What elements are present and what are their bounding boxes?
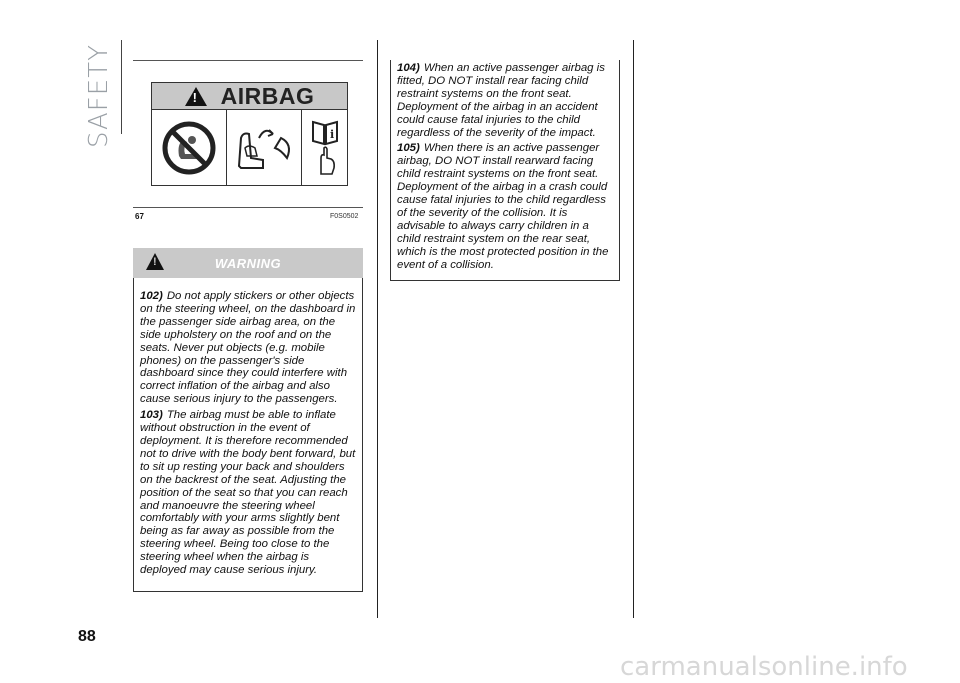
note-text: When an active passenger airbag is fitted, DO NOT install rear facing child restraint systems on the front seat. Deployment of the airbag in an accident could cause fatal injuries to the child regardless of the severity of the impact. [397, 62, 605, 139]
note-text: When there is an active passenger airbag, DO NOT install rearward facing child restraint systems on the front seat. Deployment of the airbag in a crash could cause fatal injuries to the child regardless of the severity of the collision. It is advisable to always carry children in a child restraint system on the rear seat, which is the most protected position in the event of a collision. [397, 142, 609, 271]
note-id: 104) [397, 62, 420, 74]
figure-top-rule [133, 60, 363, 61]
note-id: 103) [140, 409, 163, 422]
page-number: 88 [78, 628, 96, 645]
warning-note [140, 409, 358, 577]
watermark: carmanualsonline.info [620, 652, 908, 682]
warning-header [133, 248, 363, 278]
read-manual-icon [302, 110, 347, 185]
figure-code: F0S0502 [330, 213, 359, 220]
warning-triangle-icon [185, 87, 207, 106]
section-tab [82, 44, 116, 148]
warning-note [397, 62, 615, 139]
note-text: Do not apply stickers or other objects on the steering wheel, on the dashboard in the passenger side airbag area, on the side upholstery on the roof and on the seats. Never put objects (e.g. mobile phones) on the passenger's side dashboard since they could interfere with correct inflation of the airbag and also cause serious injury to the passengers. [140, 290, 356, 406]
figure-bottom-rule [133, 207, 363, 208]
no-rear-facing-seat-icon [152, 110, 227, 185]
airbag-warning-label-figure [151, 82, 348, 186]
warning-title: WARNING [214, 256, 282, 271]
column-divider-left [377, 40, 378, 618]
warning-box-left [133, 278, 363, 592]
svg-text:i: i [329, 127, 334, 141]
airbag-deploy-seat-icon [227, 110, 302, 185]
note-id: 105) [397, 142, 420, 155]
warning-box-right [390, 60, 620, 281]
warning-note [397, 142, 615, 271]
section-tab-label: SAFETY [84, 44, 115, 148]
figure-number: 67 [135, 212, 144, 221]
side-divider [121, 40, 122, 134]
note-text: The airbag must be able to inflate without obstruction in the event of deployment. It is therefore recommended not to drive with the body bent forward, but to sit up resting your back and shoulders on the backrest of the seat. Adjusting the position of the seat so that you can reach and manoeuvre the steering wheel comfortably with your arms slightly bent being as far away as possible from the steering wheel. Being too close to the steering wheel when the airbag is deployed may cause serious injury. [140, 409, 356, 577]
airbag-label-header [152, 83, 347, 110]
warning-note [140, 290, 358, 406]
note-id: 102) [140, 290, 163, 302]
airbag-label-title: AIRBAG [220, 82, 315, 109]
column-divider-right [633, 40, 634, 618]
